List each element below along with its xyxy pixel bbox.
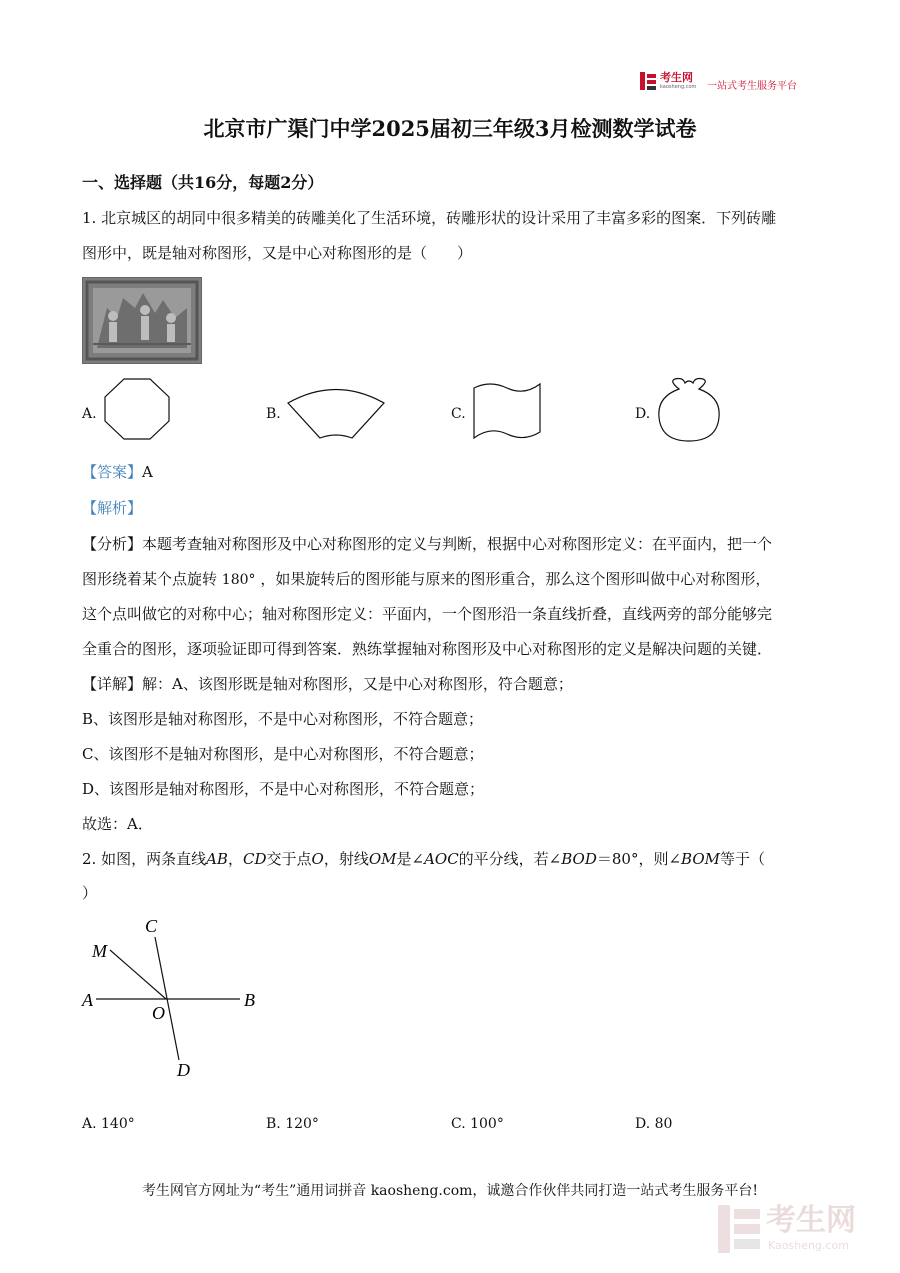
logo-slogan: 一站式考生服务平台 <box>707 81 797 92</box>
q2-text-seg: ，射线 <box>323 850 369 868</box>
line-ab: AB <box>206 850 228 868</box>
q2-text-seg: ＝80°，则∠ <box>596 850 682 868</box>
wavy-flag-shape-icon <box>470 380 544 442</box>
logo-domain: kaosheng.com <box>660 84 697 90</box>
label-d: D <box>177 1060 190 1080</box>
intersecting-lines-figure <box>78 910 278 1085</box>
answer-value: A <box>142 463 153 481</box>
watermark-logo-icon <box>718 1205 760 1253</box>
q1-option-c-label: C. <box>451 406 466 422</box>
label-b: B <box>244 990 255 1010</box>
ray-om: OM <box>368 850 397 868</box>
q1-option-b-label: B. <box>266 406 281 422</box>
brick-carving-image-icon <box>83 278 201 363</box>
detail-line-1: 【详解】解：A、该图形既是轴对称图形，又是中心对称图形，符合题意； <box>82 675 573 693</box>
q2-text-line-2: ） <box>82 884 98 902</box>
q2-option-d: D. 80 <box>635 1116 673 1132</box>
detail-line-3: C、该图形不是轴对称图形，是中心对称图形，不符合题意； <box>82 745 484 763</box>
watermark-domain: Kaosheng.com <box>768 1239 849 1252</box>
q2-option-b: B. 120° <box>266 1116 319 1132</box>
q2-option-c: C. 100° <box>451 1116 504 1132</box>
logo-mark-icon <box>640 72 656 90</box>
q1-text-line-2: 图形中，既是轴对称图形，又是中心对称图形的是（ ） <box>82 244 473 262</box>
detail-line-4: D、该图形是轴对称图形，不是中心对称图形，不符合题意； <box>82 780 485 798</box>
section-heading: 一、选择题（共16分，每题2分） <box>82 173 324 192</box>
gourd-pot-shape-icon <box>655 377 723 443</box>
q2-text-seg: 的平分线，若∠ <box>458 850 562 868</box>
detail-line-2: B、该图形是轴对称图形，不是中心对称图形，不符合题意； <box>82 710 484 728</box>
q1-option-a-label: A. <box>82 406 97 422</box>
label-c: C <box>145 916 158 936</box>
q1-text-line-1: 1. 北京城区的胡同中很多精美的砖雕美化了生活环境，砖雕形状的设计采用了丰富多彩的图案．下列砖雕 <box>82 209 777 227</box>
analysis-line-2-end: ，如果旋转后的图形能与原来的图形重合，那么这个图形叫做中心对称图形， <box>260 570 771 588</box>
q1-answer <box>82 462 153 482</box>
analysis-tag: 【解析】 <box>82 499 143 517</box>
analysis-line-3: 这个点叫做它的对称中心；轴对称图形定义：平面内，一个图形沿一条直线折叠，直线两旁的部分能够完 <box>82 605 773 623</box>
q2-text-seg: 交于点 <box>266 850 312 868</box>
q2-text-seg: 是∠ <box>396 850 425 868</box>
logo-brand: 考生网 <box>660 71 693 84</box>
detail-line-5: 故选：A． <box>82 815 153 833</box>
watermark <box>718 1203 888 1255</box>
footer-text: 考生网官方网址为“考生”通用词拼音 kaosheng.com，诚邀合作伙伴共同打造一站式考生服务平台! <box>141 1183 759 1199</box>
analysis-line-2 <box>82 569 770 590</box>
header-logo <box>640 72 810 94</box>
rotation-angle: 180° <box>221 572 256 588</box>
brick-carving-photo <box>82 277 202 364</box>
answer-tag: 【答案】 <box>82 463 143 481</box>
point-o: O <box>311 850 324 868</box>
q2-text-seg: 2. 如图，两条直线 <box>82 850 207 868</box>
label-a: A <box>82 990 93 1010</box>
analysis-line-4: 全重合的图形，逐项验证即可得到答案．熟练掌握轴对称图形及中心对称图形的定义是解决问题的关键． <box>82 640 773 658</box>
angle-bod: BOD <box>561 850 597 868</box>
q1-option-d-label: D. <box>635 406 651 422</box>
q2-text-seg: 等于（ <box>720 850 766 868</box>
q2-text-seg: ， <box>227 850 243 868</box>
label-m: M <box>92 941 107 961</box>
q2-option-a: A. 140° <box>82 1116 135 1132</box>
line-cd: CD <box>242 850 267 868</box>
watermark-text: 考生网 <box>766 1203 856 1238</box>
analysis-line-2-start: 图形绕着某个点旋转 <box>82 570 218 588</box>
q2-text-line-1 <box>82 849 765 869</box>
analysis-line-1: 【分析】本题考查轴对称图形及中心对称图形的定义与判断，根据中心对称图形定义：在平面内，把一个 <box>82 535 773 553</box>
angle-bom: BOM <box>681 850 720 868</box>
octagon-shape-icon <box>104 378 170 440</box>
fan-shape-icon <box>286 384 386 440</box>
page-title: 北京市广渠门中学2025届初三年级3月检测数学试卷 <box>203 116 697 141</box>
label-o: O <box>152 1003 165 1023</box>
angle-aoc: AOC <box>424 850 459 868</box>
